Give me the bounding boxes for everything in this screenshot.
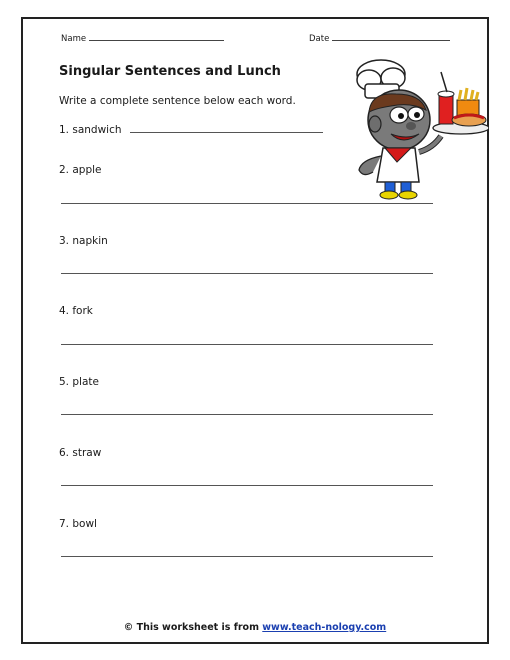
name-label: Name <box>61 34 87 44</box>
date-field <box>309 31 450 44</box>
chef-face-icon <box>368 90 430 150</box>
worksheet <box>21 17 489 644</box>
name-blank-line <box>89 31 224 41</box>
item-napkin: 3. napkin <box>59 235 108 247</box>
footer-prefix: © This worksheet is from <box>123 622 263 633</box>
teach-nology-link[interactable]: www.teach-nology.com <box>262 622 387 633</box>
date-label: Date <box>309 34 330 44</box>
chef-with-lunch-tray-icon <box>341 52 489 202</box>
item-straw: 6. straw <box>59 447 102 459</box>
instructions: Write a complete sentence below each word. <box>59 95 296 107</box>
answer-line <box>61 203 433 204</box>
lunch-tray-icon <box>433 72 489 134</box>
item-sandwich <box>59 122 323 136</box>
date-blank-line <box>332 31 450 41</box>
answer-line <box>61 414 433 415</box>
item-bowl: 7. bowl <box>59 518 97 530</box>
answer-line <box>61 556 433 557</box>
name-field <box>61 31 224 44</box>
answer-line <box>130 122 323 133</box>
answer-line <box>61 344 433 345</box>
footer-credit <box>23 622 487 633</box>
item-fork: 4. fork <box>59 305 93 317</box>
item-apple: 2. apple <box>59 164 102 176</box>
item-plate: 5. plate <box>59 376 99 388</box>
answer-line <box>61 273 433 274</box>
worksheet-title: Singular Sentences and Lunch <box>59 64 281 79</box>
answer-line <box>61 485 433 486</box>
item-label: 1. sandwich <box>59 124 122 136</box>
